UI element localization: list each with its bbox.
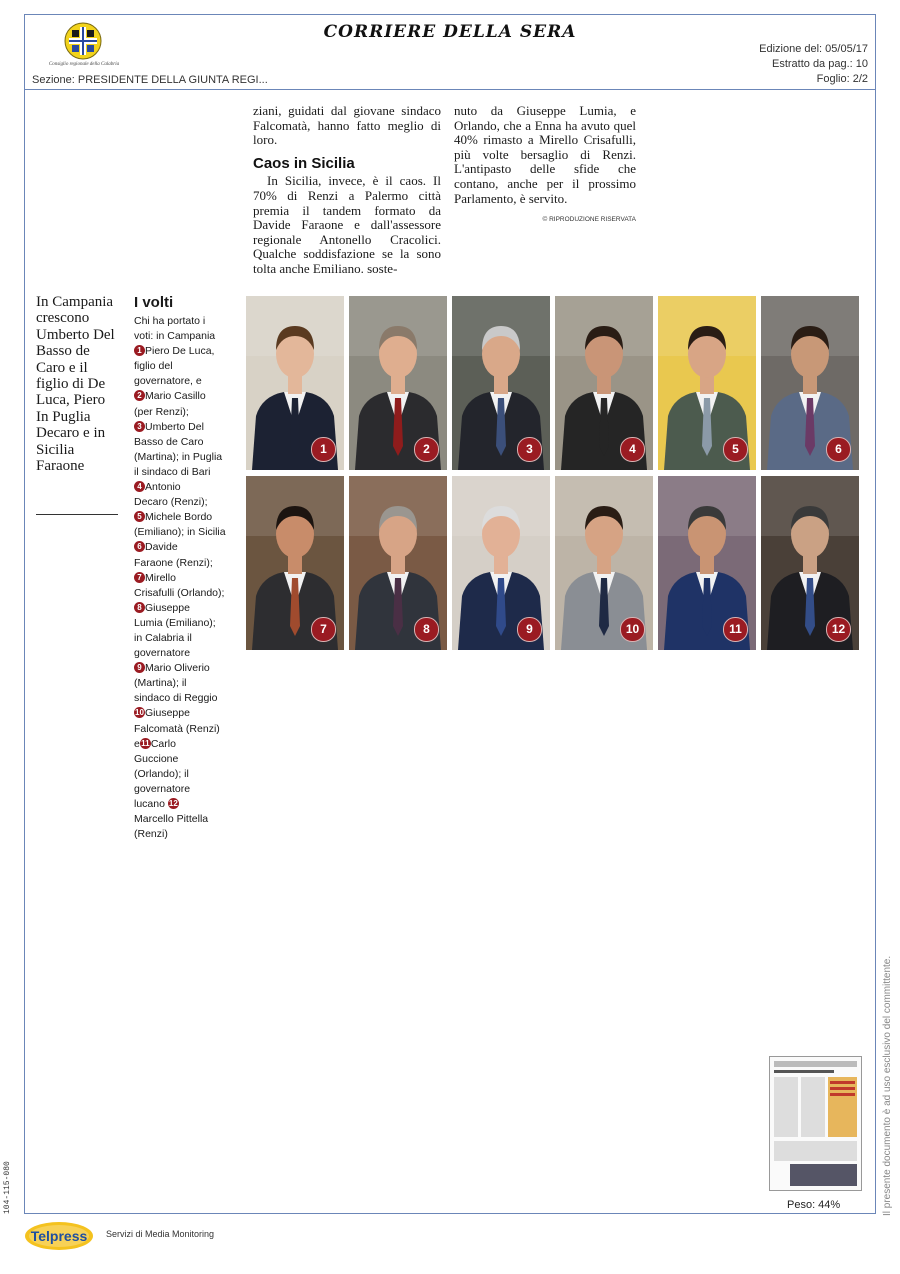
volti-line — [134, 646, 234, 661]
newspaper-masthead: CORRIERE DELLA SERA — [323, 22, 577, 42]
portrait-photo — [349, 476, 447, 650]
volti-number-badge: 2 — [134, 390, 145, 401]
volti-line — [134, 465, 234, 480]
regional-council-crest-icon — [58, 18, 108, 68]
volti-text: (Orlando); il — [134, 767, 189, 780]
volti-text: Falcomatà (Renzi) — [134, 722, 220, 735]
volti-number-badge: 3 — [134, 421, 145, 432]
volti-text: il sindaco di Bari — [134, 465, 211, 478]
portrait-number-badge: 4 — [620, 437, 645, 462]
article-body-left: In Sicilia, invece, è il caos. Il 70% di Renzi a Palermo città premia il tandem formato da Davide Faraone e dall'assessore regionale Antonello Cracolici. Qualche soddisfazione se la sono tolta anche Emiliano. soste- — [253, 173, 441, 276]
portrait-number-badge: 11 — [723, 617, 748, 642]
portrait-photo — [555, 296, 653, 470]
extract-page: Estratto da pag.: 10 — [771, 58, 868, 70]
volti-text: (Emiliano); in Sicilia — [134, 526, 226, 539]
volti-line — [134, 752, 234, 767]
portrait-number-badge: 2 — [414, 437, 439, 462]
volti-text: Davide — [145, 541, 178, 554]
portrait-photo — [658, 296, 756, 470]
volti-text: Mario Casillo — [145, 390, 206, 403]
volti-text: Basso de Caro — [134, 435, 204, 448]
portrait-photo — [452, 296, 550, 470]
volti-number-badge: 4 — [134, 481, 145, 492]
volti-line — [134, 631, 234, 646]
volti-caption — [134, 294, 234, 842]
volti-line — [134, 314, 234, 329]
portrait-photo — [658, 476, 756, 650]
volti-line — [134, 586, 234, 601]
volti-text: Umberto Del — [145, 420, 204, 433]
pull-quote: In Campania crescono Umberto Del Basso de Caro e il figlio di De Luca, Piero In Puglia Decaro e in Sicilia Faraone — [36, 294, 115, 475]
volti-text: governatore — [134, 782, 191, 795]
volti-line — [134, 797, 234, 812]
footer-service: Servizi di Media Monitoring — [106, 1229, 215, 1239]
portrait-number-badge: 8 — [414, 617, 439, 642]
article-lead: ziani, guidati dal giovane sindaco Falcomatà, hanno fatto meglio di loro. — [253, 103, 441, 148]
volti-text: figlio del — [134, 360, 173, 373]
article-column-left — [253, 104, 441, 277]
portrait-number-badge: 6 — [826, 437, 851, 462]
portrait-photo — [761, 296, 859, 470]
portrait-photo — [761, 476, 859, 650]
volti-line — [134, 420, 234, 435]
edition-date: Edizione del: 05/05/17 — [759, 43, 868, 55]
volti-number-badge: 9 — [134, 662, 145, 673]
volti-text: Lumia (Emiliano); — [134, 616, 216, 629]
volti-number-badge: 6 — [134, 541, 145, 552]
article-body-right: nuto da Giuseppe Lumia, e Orlando, che a Enna ha avuto quel 40% rimasto a Mirello Crisafulli, più volte bersaglio di Renzi. L'antipasto delle sfide che contano, anche per il prossimo Parlamento, è servito. — [454, 103, 636, 206]
volti-line — [134, 706, 234, 721]
volti-text: Antonio — [145, 481, 181, 494]
volti-line — [134, 616, 234, 631]
section-label: Sezione: PRESIDENTE DELLA GIUNTA REGI... — [32, 74, 268, 86]
volti-text: Guccione — [134, 752, 179, 765]
portrait-photo — [349, 296, 447, 470]
document-code: 104-115-080 — [3, 1161, 12, 1214]
volti-text: Mario Oliverio — [145, 662, 210, 675]
rights-notice: © RIPRODUZIONE RISERVATA — [542, 216, 636, 224]
volti-number-badge: 8 — [134, 602, 145, 613]
volti-text: in Calabria il — [134, 631, 192, 644]
volti-line — [134, 540, 234, 555]
portrait-grid — [238, 296, 866, 650]
volti-text: (Renzi) — [134, 828, 168, 841]
telpress-logo — [23, 1220, 95, 1252]
volti-text: (per Renzi); — [134, 405, 189, 418]
volti-text: Chi ha portato i — [134, 315, 206, 327]
volti-line — [134, 676, 234, 691]
portrait-number-badge: 1 — [311, 437, 336, 462]
volti-text: Crisafulli (Orlando); — [134, 586, 225, 599]
portrait-photo — [246, 476, 344, 650]
article-subhead: Caos in Sicilia — [253, 154, 355, 172]
volti-number-badge: 12 — [168, 799, 178, 808]
portrait-number-badge: 9 — [517, 617, 542, 642]
volti-line — [134, 661, 234, 676]
volti-text: lucano — [134, 798, 165, 810]
article-column-right — [454, 104, 636, 228]
volti-number-badge: 11 — [141, 738, 150, 748]
portrait-photo — [246, 296, 344, 470]
volti-number-badge: 5 — [134, 511, 145, 522]
volti-line — [134, 389, 234, 404]
volti-line — [134, 737, 234, 752]
volti-text: governatore, e — [134, 375, 202, 388]
volti-line — [134, 767, 234, 782]
portrait-number-badge: 3 — [517, 437, 542, 462]
logo-caption: Consiglio regionale della Calabria — [48, 62, 120, 67]
volti-line — [134, 556, 234, 571]
pull-quote-rule — [36, 514, 118, 515]
portrait-number-badge: 7 — [311, 617, 336, 642]
weight-label: Peso: 44% — [787, 1199, 841, 1211]
volti-line — [134, 359, 234, 374]
portrait-number-badge: 12 — [826, 617, 851, 642]
volti-line — [134, 450, 234, 465]
volti-line — [134, 812, 234, 827]
volti-number-badge: 10 — [135, 708, 144, 718]
volti-text: Marcello Pittella — [134, 813, 209, 826]
edition-meta — [759, 42, 868, 87]
volti-text: (Martina); in Puglia — [134, 450, 223, 463]
volti-line — [134, 525, 234, 540]
volti-connector: e — [134, 737, 140, 750]
volti-text: Faraone (Renzi); — [134, 556, 213, 569]
volti-text: Michele Bordo — [145, 511, 213, 524]
volti-text: Carlo — [150, 737, 176, 750]
volti-line — [134, 435, 234, 450]
volti-line — [134, 480, 234, 495]
volti-text: Giuseppe — [145, 707, 190, 720]
volti-number-badge: 1 — [134, 345, 145, 356]
volti-text: Decaro (Renzi); — [134, 496, 208, 509]
volti-list — [134, 314, 234, 842]
volti-text: (Martina); il — [134, 677, 187, 690]
usage-disclaimer: Il presente documento è ad uso esclusivo del committente. — [882, 955, 893, 1216]
volti-title: I volti — [134, 294, 174, 311]
volti-number-badge: 7 — [134, 572, 145, 583]
page-thumbnail-icon — [769, 1056, 862, 1191]
portrait-photo — [452, 476, 550, 650]
portrait-number-badge: 10 — [620, 617, 645, 642]
portrait-number-badge: 5 — [723, 437, 748, 462]
volti-line — [134, 405, 234, 420]
volti-line — [134, 571, 234, 586]
volti-line — [134, 329, 234, 344]
volti-text: sindaco di Reggio — [134, 692, 218, 705]
volti-line — [134, 782, 234, 797]
volti-line — [134, 691, 234, 706]
sheet-number: Foglio: 2/2 — [816, 73, 868, 85]
volti-text: governatore — [134, 647, 191, 660]
portrait-photo — [555, 476, 653, 650]
volti-line — [134, 827, 234, 842]
volti-text: Giuseppe — [145, 601, 190, 614]
volti-line — [134, 344, 234, 359]
header-divider — [24, 89, 876, 90]
volti-text: Mirello — [145, 571, 176, 584]
telpress-wordmark: Telpress — [30, 1228, 88, 1244]
volti-text: Piero De Luca, — [145, 345, 215, 358]
volti-line — [134, 374, 234, 389]
volti-line — [134, 722, 234, 737]
volti-line — [134, 510, 234, 525]
volti-line — [134, 495, 234, 510]
volti-text: voti: in Campania — [134, 330, 216, 343]
volti-line — [134, 601, 234, 616]
footer-divider — [24, 1213, 876, 1214]
